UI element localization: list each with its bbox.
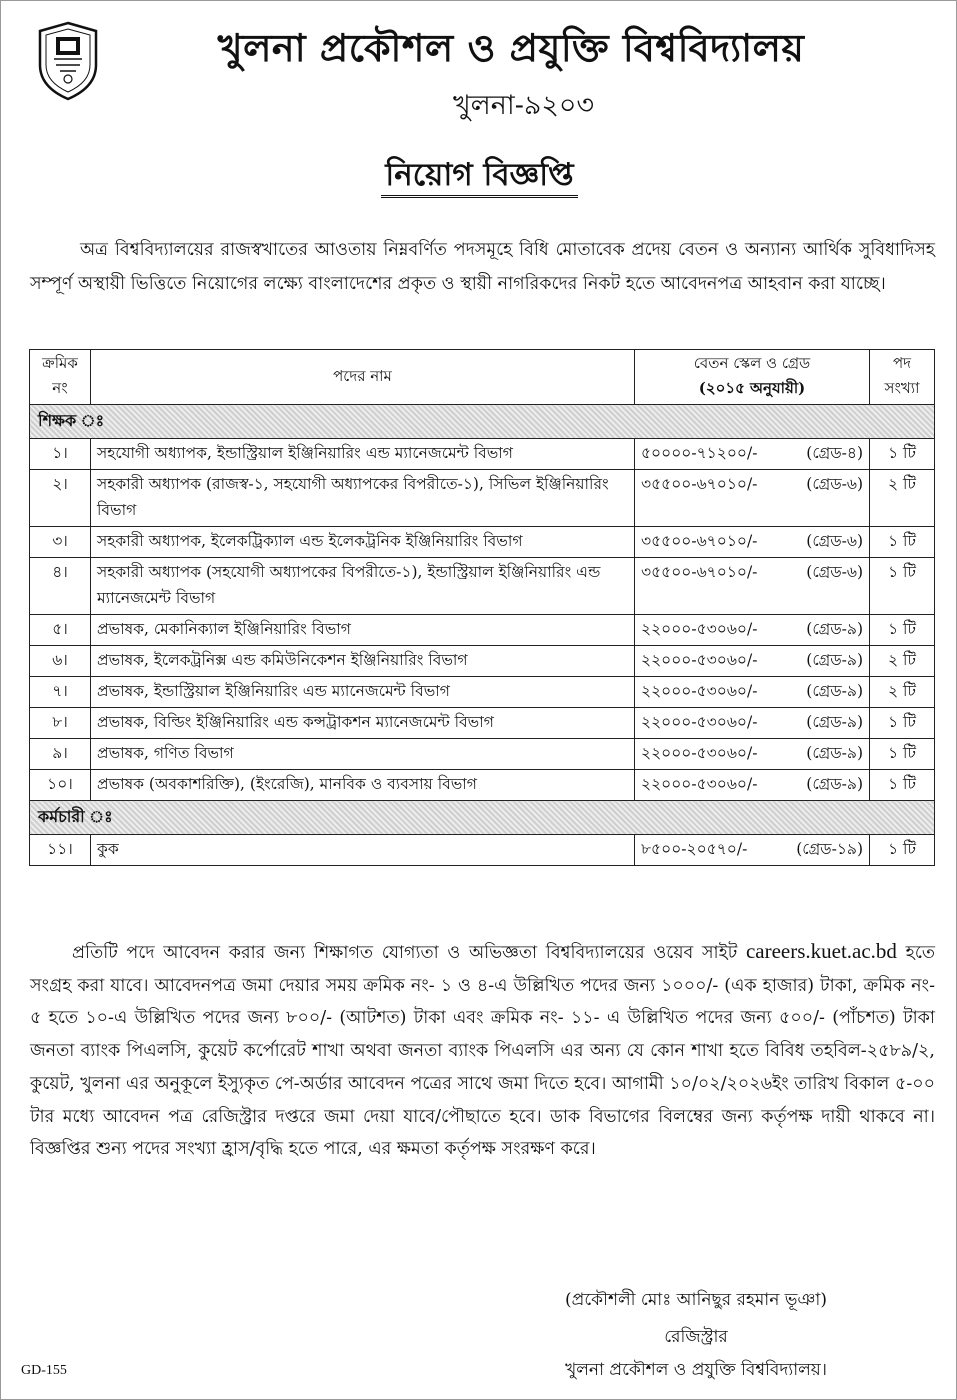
post-count-cell: ১ টি — [870, 527, 935, 558]
pay-scale-cell — [635, 835, 870, 866]
notice-title — [1, 151, 957, 203]
serial-cell: ৯। — [30, 739, 91, 770]
university-name: খুলনা প্রকৌশল ও প্রযুক্তি বিশ্ববিদ্যালয় — [217, 25, 805, 70]
serial-cell: ১১। — [30, 835, 91, 866]
grade-value: (গ্রেড-৯) — [806, 682, 863, 700]
post-name-cell: সহকারী অধ্যাপক (সহযোগী অধ্যাপকের বিপরীতে-১), ইন্ডাস্ট্রিয়াল ইঞ্জিনিয়ারিং এন্ড ম্যানেজমেন্ট বিভাগ — [91, 558, 635, 615]
post-name-cell: প্রভাষক (অবকাশরিক্তি), (ইংরেজি), মানবিক ও ব্যবসায় বিভাগ — [91, 770, 635, 801]
pay-scale-line — [641, 837, 863, 863]
pay-scale-header-line2: (২০১৫ অনুযায়ী) — [698, 379, 806, 397]
table-row — [30, 646, 935, 677]
post-name-cell: সহকারী অধ্যাপক, ইলেকট্রিক্যাল এন্ড ইলেকট্রনিক ইঞ্জিনিয়ারিং বিভাগ — [91, 527, 635, 558]
table-header-row — [30, 350, 935, 405]
pay-scale-line — [641, 679, 863, 705]
serial-cell: ৭। — [30, 677, 91, 708]
serial-cell: ১০। — [30, 770, 91, 801]
post-count-cell: ১ টি — [870, 615, 935, 646]
post-name-cell: প্রভাষক, ইন্ডাস্ট্রিয়াল ইঞ্জিনিয়ারিং এন্ড ম্যানেজমেন্ট বিভাগ — [91, 677, 635, 708]
serial-cell: ৬। — [30, 646, 91, 677]
post-name-cell: কুক — [91, 835, 635, 866]
pay-scale-value: ২২০০০-৫৩০৬০/- — [641, 775, 758, 793]
pay-scale-value: ২২০০০-৫৩০৬০/- — [641, 744, 758, 762]
post-count-cell: ১ টি — [870, 835, 935, 866]
post-count-cell: ১ টি — [870, 708, 935, 739]
pay-scale-header-line1: বেতন স্কেল ও গ্রেড — [693, 354, 811, 372]
pay-scale-line — [641, 441, 863, 467]
posts-table — [29, 349, 935, 866]
grade-value: (গ্রেড-৪) — [806, 444, 863, 462]
section-row — [30, 405, 935, 439]
grade-value: (গ্রেড-৬) — [806, 563, 863, 581]
pay-scale-header — [635, 350, 870, 405]
instructions-paragraph — [30, 935, 935, 1166]
post-count-cell: ২ টি — [870, 470, 935, 527]
pay-scale-line — [641, 710, 863, 736]
pay-scale-value: ২২০০০-৫৩০৬০/- — [641, 651, 758, 669]
posts-table-body — [30, 405, 935, 866]
table-row — [30, 558, 935, 615]
pay-scale-cell — [635, 708, 870, 739]
pay-scale-line — [641, 472, 863, 498]
careers-url-link[interactable]: careers.kuet.ac.bd — [745, 939, 897, 963]
intro-paragraph: অত্র বিশ্ববিদ্যালয়ের রাজস্বখাতের আওতায় নিম্নবর্ণিত পদসমূহে বিধি মোতাবেক প্রদেয় বেতন ও অন্যান্য আর্থিক সুবিধাদিসহ সম্পূর্ণ অস্থায়ী ভিত্তিতে নিয়োগের লক্ষ্যে বাংলাদেশের প্রকৃত ও স্থায়ী নাগরিকদের নিকট হতে আবেদনপত্র আহবান করা যাচ্ছে। — [30, 240, 935, 294]
grade-value: (গ্রেড-৬) — [806, 532, 863, 550]
serial-cell: ৪। — [30, 558, 91, 615]
post-count-cell: ১ টি — [870, 558, 935, 615]
table-row — [30, 615, 935, 646]
signatory-designation: রেজিস্ট্রার — [664, 1327, 728, 1347]
table-row — [30, 835, 935, 866]
table-row — [30, 677, 935, 708]
section-row — [30, 801, 935, 835]
pay-scale-cell — [635, 646, 870, 677]
serial-header-line2: নং — [52, 379, 68, 397]
pay-scale-value: ৩৫৫০০-৬৭০১০/- — [641, 532, 758, 550]
signatory-name: (প্রকৌশলী মোঃ আনিছুর রহমান ভূঞা) — [565, 1290, 827, 1310]
grade-value: (গ্রেড-৯) — [806, 651, 863, 669]
post-count-cell: ২ টি — [870, 677, 935, 708]
pay-scale-line — [641, 560, 863, 586]
serial-header — [30, 350, 91, 405]
serial-cell: ৮। — [30, 708, 91, 739]
pay-scale-line — [641, 772, 863, 798]
pay-scale-value: ২২০০০-৫৩০৬০/- — [641, 682, 758, 700]
post-name-cell: প্রভাষক, বিল্ডিং ইঞ্জিনিয়ারিং এন্ড কন্সট্রাকশন ম্যানেজমেন্ট বিভাগ — [91, 708, 635, 739]
pay-scale-cell — [635, 615, 870, 646]
serial-header-line1: ক্রমিক — [42, 354, 78, 372]
pay-scale-line — [641, 648, 863, 674]
post-count-cell: ২ টি — [870, 646, 935, 677]
table-row — [30, 439, 935, 470]
grade-value: (গ্রেড-৯) — [806, 713, 863, 731]
serial-cell: ২। — [30, 470, 91, 527]
serial-cell: ৩। — [30, 527, 91, 558]
pay-scale-cell — [635, 527, 870, 558]
pay-scale-cell — [635, 558, 870, 615]
grade-value: (গ্রেড-৯) — [806, 775, 863, 793]
university-location: খুলনা-৯২০৩ — [452, 90, 595, 121]
footer-code: GD-155 — [21, 1363, 67, 1378]
instructions-part1: প্রতিটি পদে আবেদন করার জন্য শিক্ষাগত যোগ্যতা ও অভিজ্ঞতা বিশ্ববিদ্যালয়ের ওয়েব সাইট — [72, 943, 738, 963]
post-count-cell: ১ টি — [870, 770, 935, 801]
post-name-cell: সহকারী অধ্যাপক (রাজস্ব-১, সহযোগী অধ্যাপকের বিপরীতে-১), সিভিল ইঞ্জিনিয়ারিং বিভাগ — [91, 470, 635, 527]
pay-scale-cell — [635, 677, 870, 708]
table-row — [30, 708, 935, 739]
pay-scale-line — [641, 617, 863, 643]
post-name-header: পদের নাম — [91, 350, 635, 405]
post-count-cell: ১ টি — [870, 739, 935, 770]
grade-value: (গ্রেড-৯) — [806, 744, 863, 762]
serial-cell: ১। — [30, 439, 91, 470]
section-heading: শিক্ষক ঃ — [30, 405, 935, 439]
pay-scale-cell — [635, 439, 870, 470]
serial-cell: ৫। — [30, 615, 91, 646]
pay-scale-value: ২২০০০-৫৩০৬০/- — [641, 620, 758, 638]
grade-value: (গ্রেড-৬) — [806, 475, 863, 493]
pay-scale-value: ৮৫০০-২০৫৭০/- — [641, 840, 748, 858]
post-name-cell: প্রভাষক, মেকানিক্যাল ইঞ্জিনিয়ারিং বিভাগ — [91, 615, 635, 646]
pay-scale-value: ৩৫৫০০-৬৭০১০/- — [641, 563, 758, 581]
notice-title-text: নিয়োগ বিজ্ঞপ্তি — [381, 157, 577, 198]
signatory-institution: খুলনা প্রকৌশল ও প্রযুক্তি বিশ্ববিদ্যালয়। — [565, 1360, 827, 1380]
section-heading: কর্মচারী ঃ — [30, 801, 935, 835]
pay-scale-cell — [635, 739, 870, 770]
pay-scale-value: ২২০০০-৫৩০৬০/- — [641, 713, 758, 731]
instructions-part2: হতে সংগ্রহ করা যাবে। আবেদনপত্র জমা দেয়ার সময় ক্রমিক নং- ১ ও ৪-এ উল্লিখিত পদের জন্য ১০০০/- (এক হাজার) টাকা, ক্রমিক নং- ৫ হতে ১০-এ উল্লিখিত পদের জন্য ৮০০/- (আটশত) টাকা এবং ক্রমিক নং- ১১- এ উল্লিখিত পদের জন্য ৫০০/- (পাঁচশত) টাকা জনতা ব্যাংক পিএলসি, কুয়েট কর্পোরেট শাখা অথবা জনতা ব্যাংক পিএলসি এর অন্য যে কোন শাখা হতে বিবিধ তহবিল-২৫৮৯/২, কুয়েট, খুলনা এর অনুকূলে ইস্যুকৃত পে-অর্ডার আবেদন পত্রের সাথে জমা দিতে হবে। আগামী ১০/০২/২০২৬ইং তারিখ বিকাল ৫-০০ টার মধ্যে আবেদন পত্র রেজিস্ট্রার দপ্তরে জমা দেয়া যাবে/পৌছাতে হবে। ডাক বিভাগের বিলম্বের জন্য কর্তৃপক্ষ দায়ী থাকবে না। বিজ্ঞপ্তির শুন্য পদের সংখ্যা হ্রাস/বৃদ্ধি হতে পারে, এর ক্ষমতা কর্তৃপক্ষ সংরক্ষণ করে। — [30, 943, 935, 1160]
table-row — [30, 527, 935, 558]
post-name-cell: সহযোগী অধ্যাপক, ইন্ডাস্ট্রিয়াল ইঞ্জিনিয়ারিং এন্ড ম্যানেজমেন্ট বিভাগ — [91, 439, 635, 470]
post-name-cell: প্রভাষক, গণিত বিভাগ — [91, 739, 635, 770]
pay-scale-line — [641, 741, 863, 767]
table-row — [30, 470, 935, 527]
post-count-header-line2: সংখ্যা — [884, 379, 920, 397]
pay-scale-line — [641, 529, 863, 555]
grade-value: (গ্রেড-১৯) — [796, 840, 863, 858]
table-row — [30, 739, 935, 770]
post-count-header — [870, 350, 935, 405]
pay-scale-value: ৩৫৫০০-৬৭০১০/- — [641, 475, 758, 493]
pay-scale-cell — [635, 470, 870, 527]
post-count-header-line1: পদ — [892, 354, 912, 372]
pay-scale-value: ৫০০০০-৭১২০০/- — [641, 444, 758, 462]
grade-value: (গ্রেড-৯) — [806, 620, 863, 638]
post-name-cell: প্রভাষক, ইলেকট্রনিক্স এন্ড কমিউনিকেশন ইঞ্জিনিয়ারিং বিভাগ — [91, 646, 635, 677]
table-row — [30, 770, 935, 801]
post-count-cell: ১ টি — [870, 439, 935, 470]
pay-scale-cell — [635, 770, 870, 801]
